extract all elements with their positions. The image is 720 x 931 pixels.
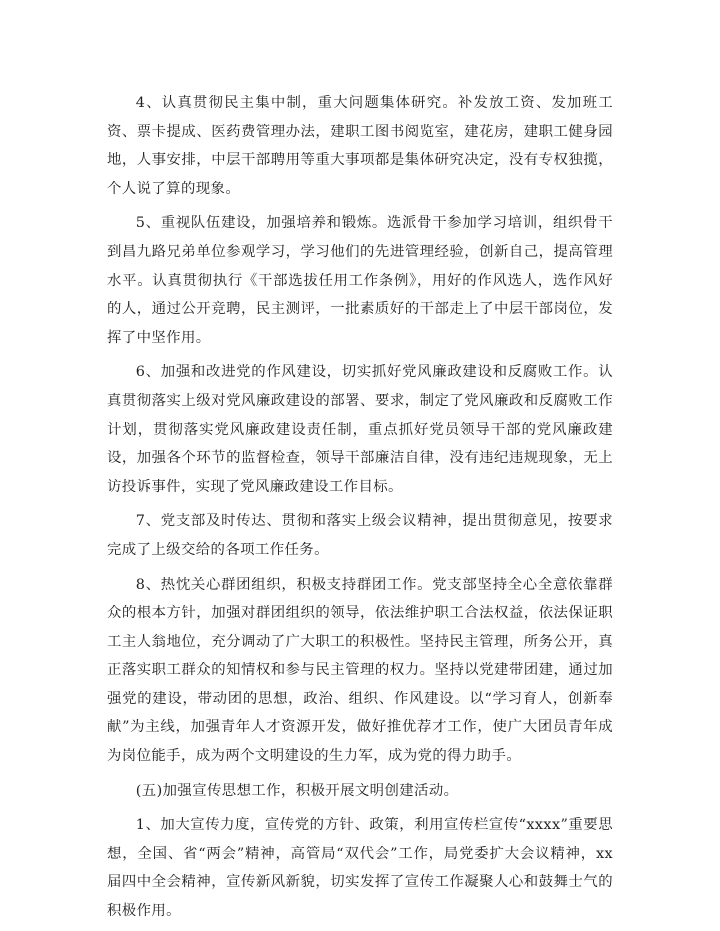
- paragraph-item-4: 4、认真贯彻民主集中制，重大问题集体研究。补发放工资、发加班工资、票卡提成、医药费管理办法，建职工图书阅览室，建花房，建职工健身园地，人事安排，中层干部聘用等重大事项都是集体研究决定，没有专权独揽，个人说了算的现象。: [107, 95, 613, 197]
- paragraph-item-5: 5、重视队伍建设，加强培养和锻炼。选派骨干参加学习培训，组织骨干到昌九路兄弟单位参观学习，学习他们的先进管理经验，创新自己，提高管理水平。认真贯彻执行《干部选拔任用工作条例》，用好的作风选人，选作风好的人，通过公开竞聘，民主测评，一批素质好的干部走上了中层干部岗位，发挥了中坚作用。: [107, 215, 613, 346]
- paragraph-item-8: 8、热忱关心群团组织，积极支持群团工作。党支部坚持全心全意依靠群众的根本方针，加强对群团组织的领导，依法维护职工合法权益，依法保证职工主人翁地位，充分调动了广大职工的积极性。坚持民主管理，所务公开，真正落实职工群众的知情权和参与民主管理的权力。坚持以党建带团建，通过加强党的建设，带动团的思想，政治、组织、作风建设。以“学习育人，创新奉献”为主线，加强青年人才资源开发，做好推优荐才工作，使广大团员青年成为岗位能手，成为两个文明建设的生力军，成为党的得力助手。: [107, 576, 613, 765]
- paragraph-item-6: 6、加强和改进党的作风建设，切实抓好党风廉政建设和反腐败工作。认真贯彻落实上级对党风廉政建设的部署、要求，制定了党风廉政和反腐败工作计划，贯彻落实党风廉政建设责任制，重点抓好党员领导干部的党风廉政建设，加强各个环节的监督检查，领导干部廉洁自律，没有违纪违规现象，无上访投诉事件，实现了党风廉政建设工作目标。: [107, 364, 613, 495]
- section-heading: (五)加强宣传思想工作，积极开展文明创建活动。: [135, 782, 459, 799]
- paragraph-item-1: 1、加大宣传力度，宣传党的方针、政策，利用宣传栏宣传“xxxx”重要思想，全国、省“两会”精神，高管局“双代会”工作，局党委扩大会议精神，xx届四中全会精神，宣传新风新貌，切实发挥了宣传工作凝聚人心和鼓舞士气的积极作用。: [107, 817, 613, 920]
- paragraph-item-7: 7、党支部及时传达、贯彻和落实上级会议精神，提出贯彻意见，按要求完成了上级交给的各项工作任务。: [107, 513, 613, 558]
